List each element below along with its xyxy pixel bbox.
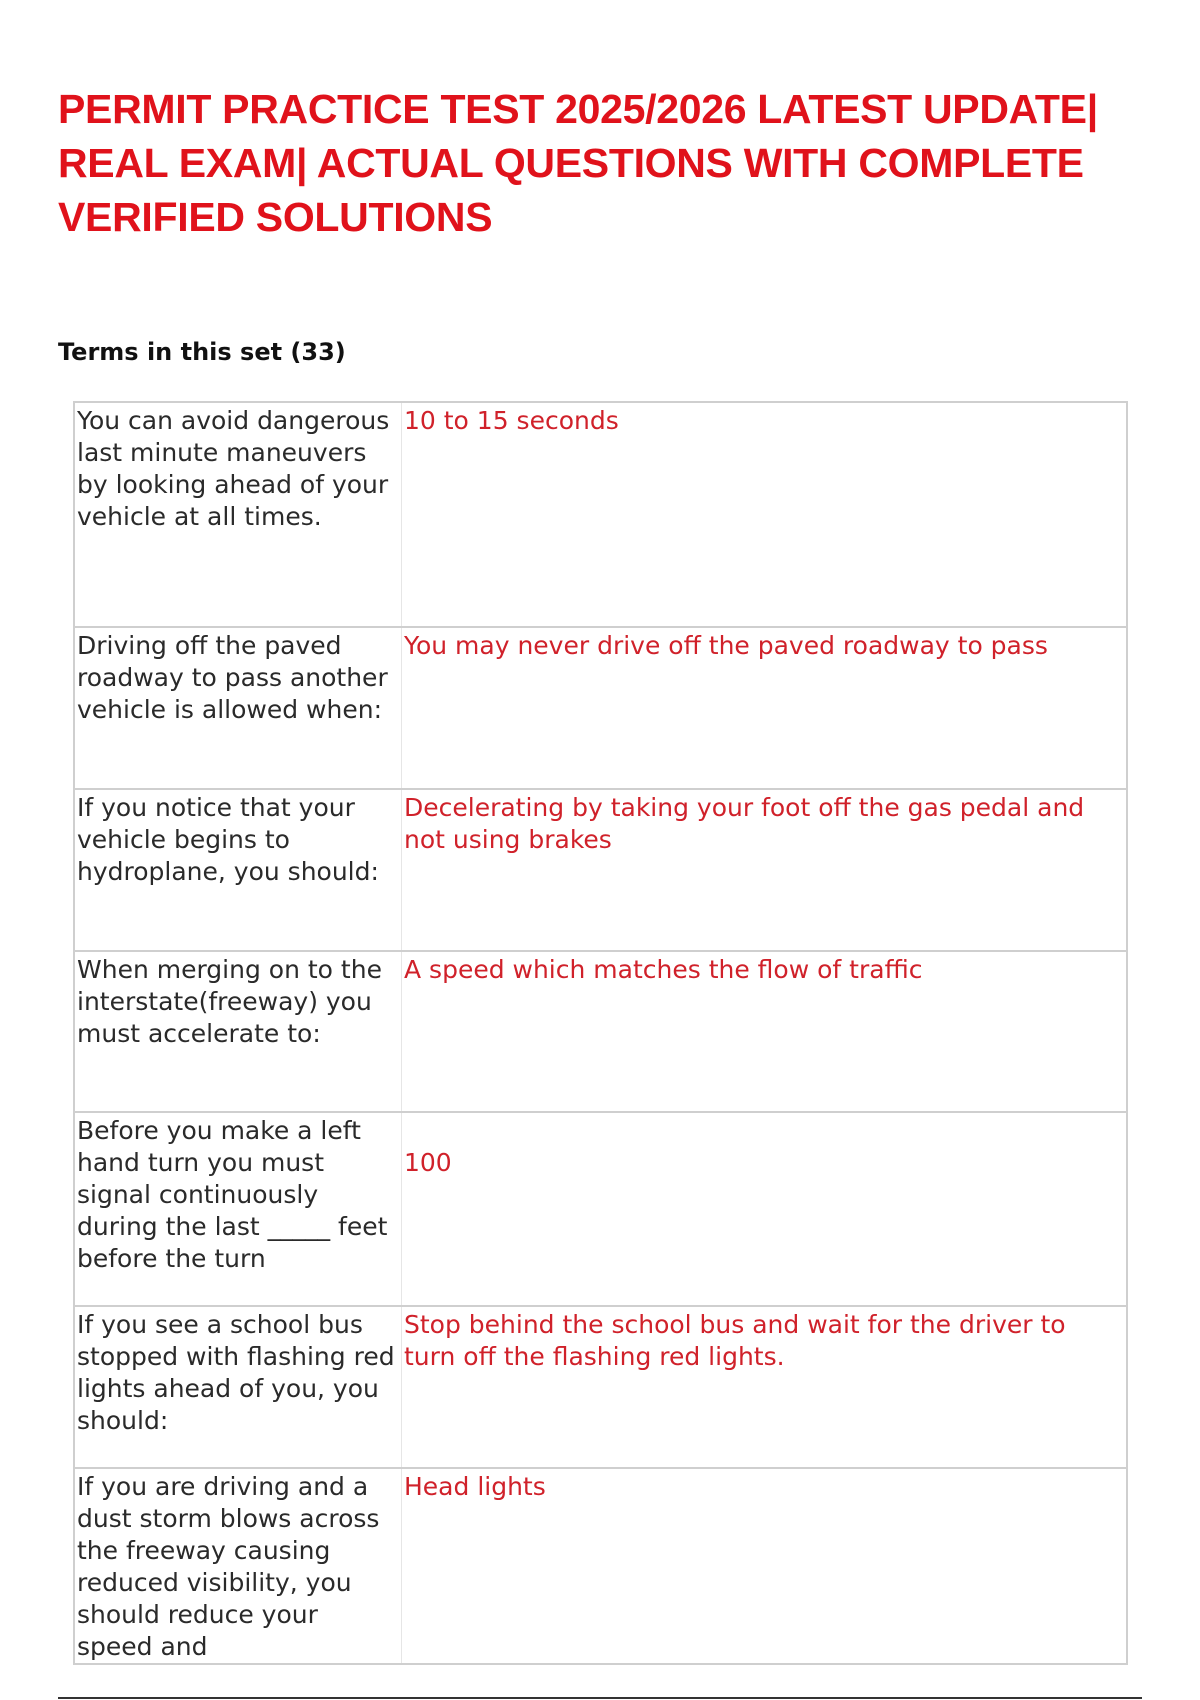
definition-cell: A speed which matches the flow of traffic [402, 951, 1128, 1112]
terms-table [73, 401, 1128, 1665]
table-row [74, 1112, 1127, 1306]
term-cell: If you are driving and a dust storm blows across the freeway causing reduced visibility, you should reduce your speed and [74, 1468, 402, 1664]
definition-cell: Stop behind the school bus and wait for the driver to turn off the flashing red lights. [402, 1306, 1128, 1468]
definition-cell: 10 to 15 seconds [402, 402, 1128, 627]
term-cell: Driving off the paved roadway to pass another vehicle is allowed when: [74, 627, 402, 789]
page-divider [58, 1697, 1142, 1699]
term-cell: When merging on to the interstate(freeway) you must accelerate to: [74, 951, 402, 1112]
set-heading: Terms in this set (33) [58, 338, 346, 366]
term-cell: Before you make a left hand turn you must signal continuously during the last _____ feet before the turn [74, 1112, 402, 1306]
table-row [74, 951, 1127, 1112]
table-row [74, 627, 1127, 789]
table-row [74, 789, 1127, 951]
term-cell: If you notice that your vehicle begins to hydroplane, you should: [74, 789, 402, 951]
table-row [74, 402, 1127, 627]
document-title: PERMIT PRACTICE TEST 2025/2026 LATEST UPDATE| REAL EXAM| ACTUAL QUESTIONS WITH COMPLETE VERIFIED SOLUTIONS [58, 86, 1098, 240]
definition-cell: You may never drive off the paved roadway to pass [402, 627, 1128, 789]
table-row [74, 1468, 1127, 1664]
definition-cell: Head lights [402, 1468, 1128, 1664]
definition-cell: 100 [402, 1112, 1128, 1306]
definition-cell: Decelerating by taking your foot off the gas pedal and not using brakes [402, 789, 1128, 951]
table-row [74, 1306, 1127, 1468]
term-cell: You can avoid dangerous last minute maneuvers by looking ahead of your vehicle at all times. [74, 402, 402, 627]
term-cell: If you see a school bus stopped with flashing red lights ahead of you, you should: [74, 1306, 402, 1468]
